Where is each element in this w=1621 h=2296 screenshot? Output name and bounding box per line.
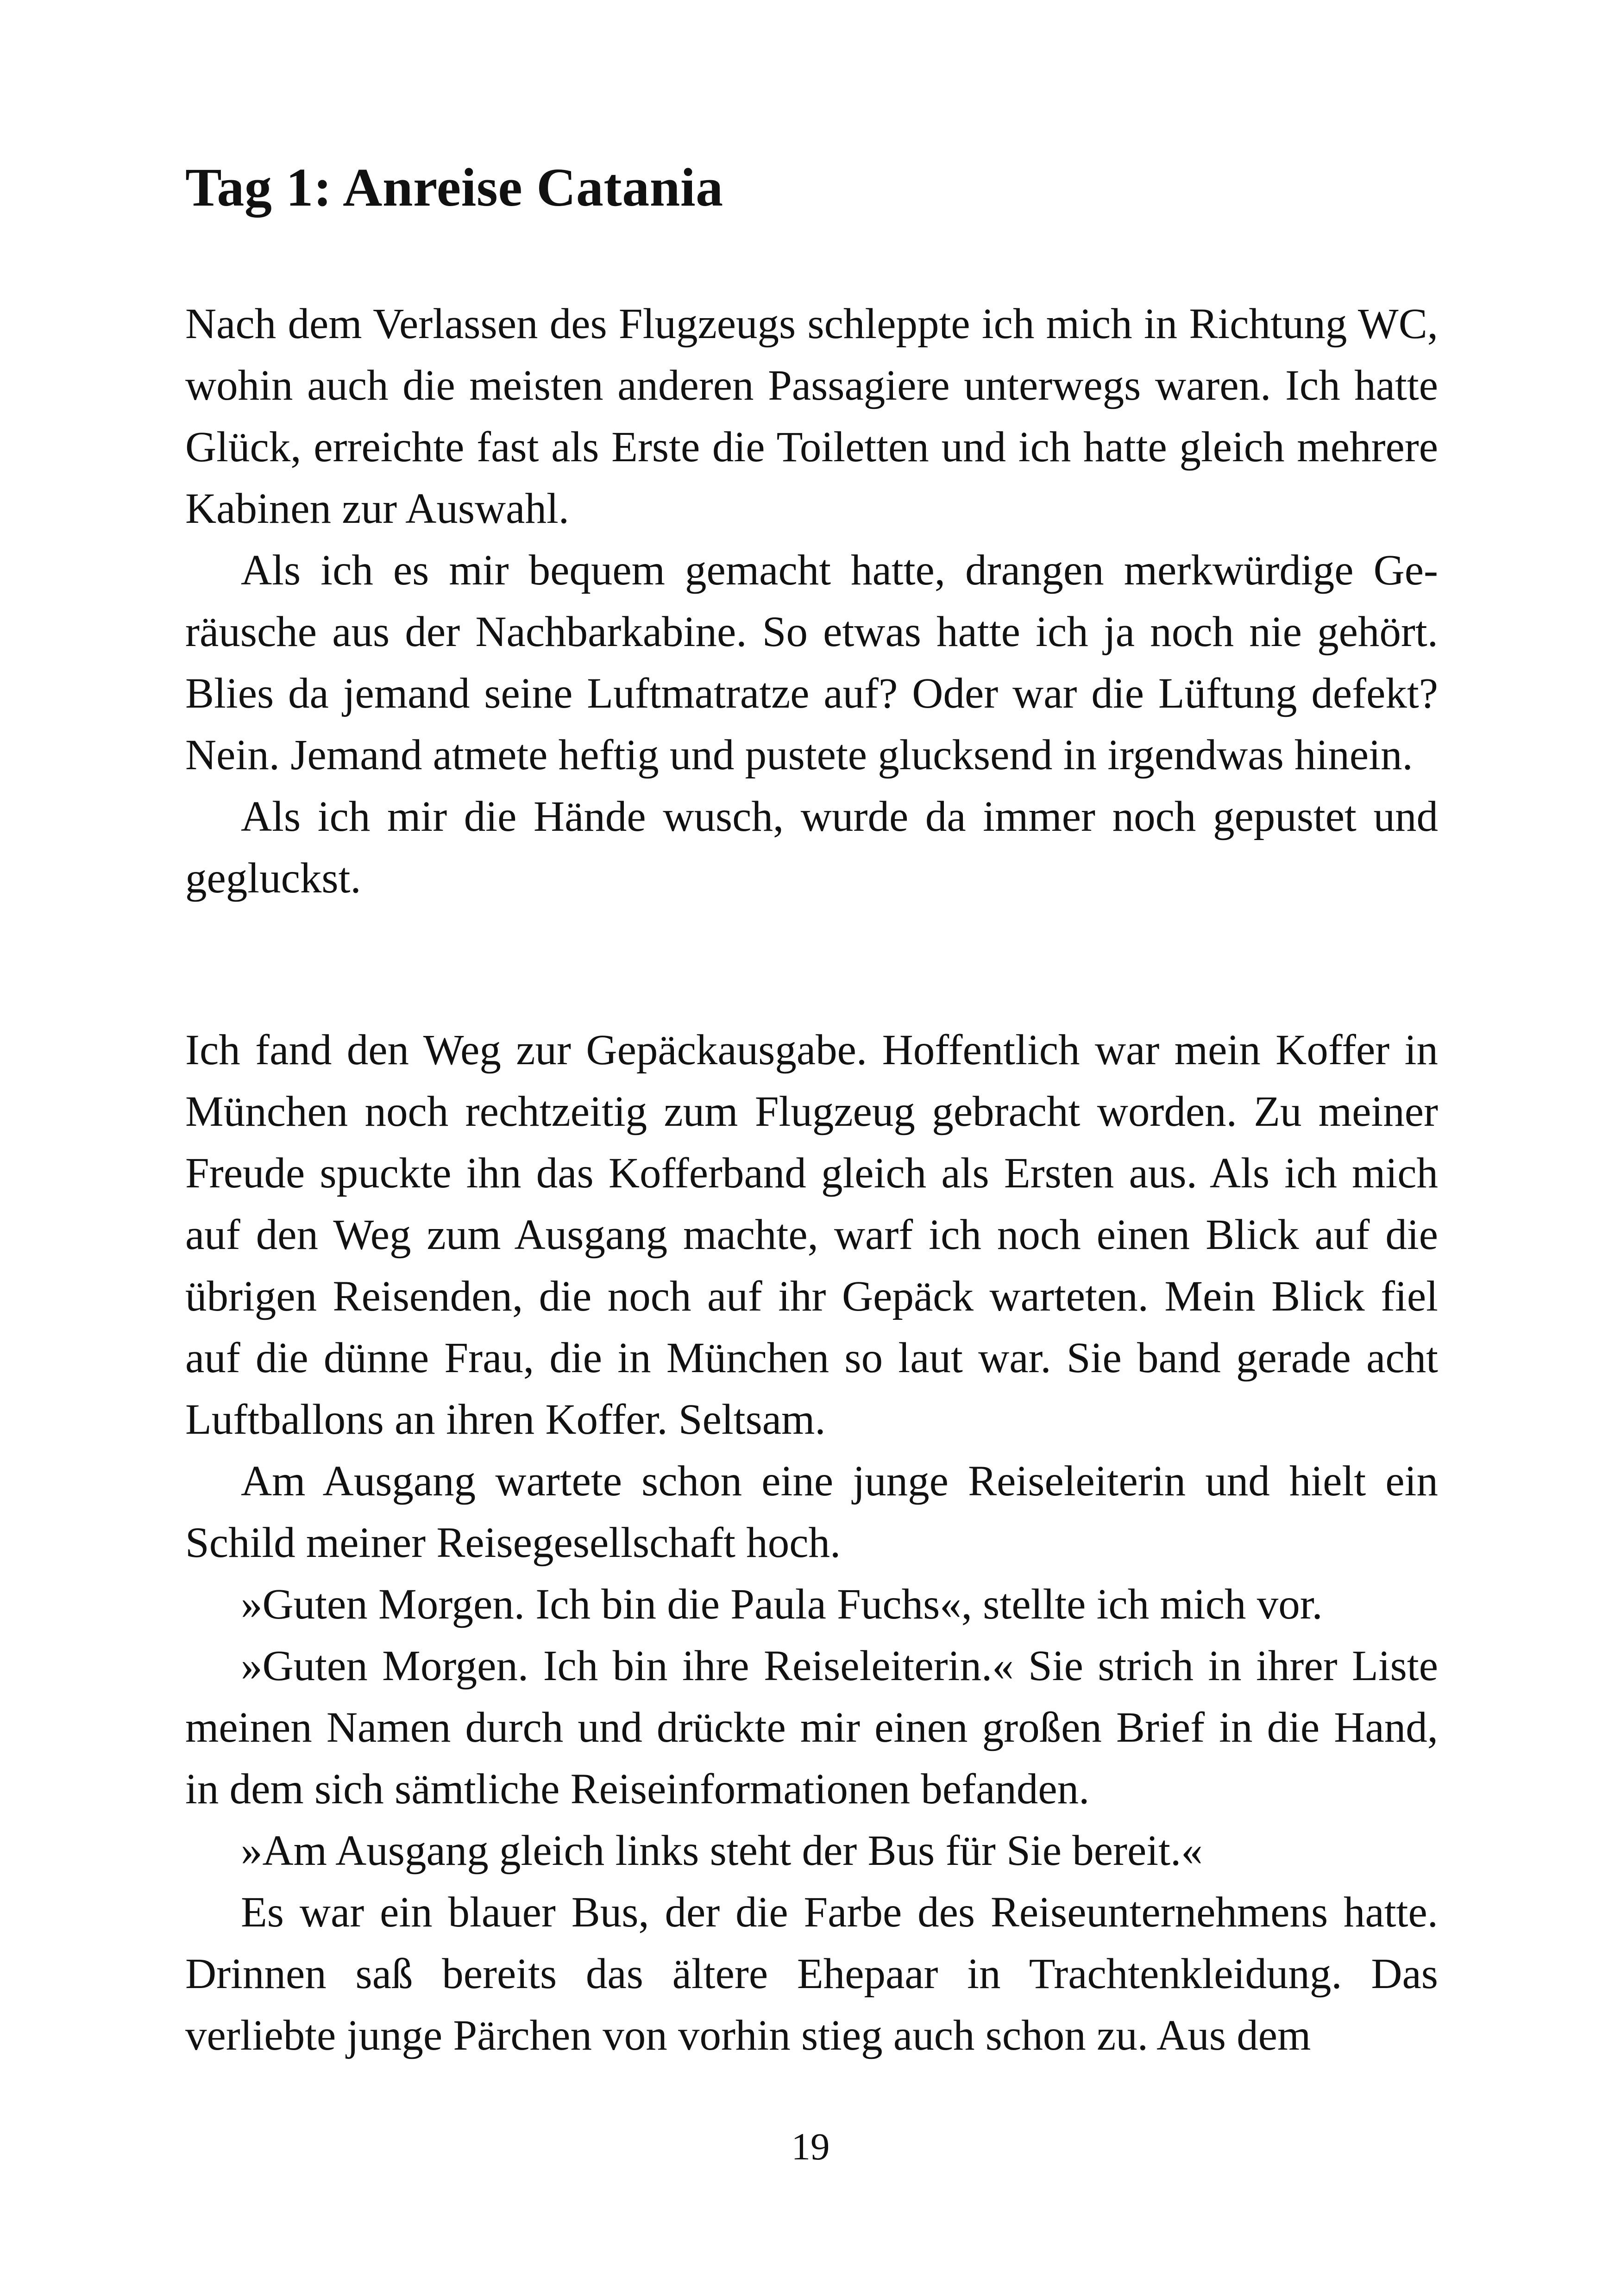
chapter-title: Tag 1: Anreise Catania (185, 157, 723, 218)
dialogue-paragraph: »Guten Morgen. Ich bin die Paula Fuchs«, stellte ich mich vor. (241, 1581, 1323, 1628)
paragraph: Als ich mir die Hände wusch, wurde da immer noch gepustet und gegluckst. (185, 793, 1438, 902)
dialogue-paragraph: »Guten Morgen. Ich bin ihre Reiseleiterin.« Sie strich in ihrer Liste meinen Namen durch und drückte mir einen großen Brief in die Hand, in dem sich sämtliche Reiseinformationen befanden. (185, 1642, 1438, 1813)
paragraph: Am Ausgang wartete schon eine junge Reiseleiterin und hielt ein Schild meiner Reisegesellschaft hoch. (185, 1457, 1438, 1567)
paragraph: Als ich es mir bequem gemacht hatte, drangen merkwürdige Geräusche aus der Nachbarkabine. So etwas hatte ich ja noch nie gehört. Blies da jemand seine Luftmatratze auf? Oder war die Lüftung defekt? Nein. Jemand atmete heftig und pustete glucksend in irgendwas hinein. (185, 546, 1438, 779)
paragraph: Nach dem Verlassen des Flugzeugs schleppte ich mich in Richtung WC, wohin auch die meisten anderen Passagiere unterwegs waren. Ich hatte Glück, erreichte fast als Erste die Toiletten und ich hatte gleich mehrere Kabinen zur Auswahl. (185, 300, 1438, 533)
paragraph: Ich fand den Weg zur Gepäckausgabe. Hoffentlich war mein Koffer in München noch rechtzeitig zum Flugzeug gebracht worden. Zu meiner Freude spuckte ihn das Kofferband gleich als Ersten aus. Als ich mich auf den Weg zum Ausgang machte, warf ich noch einen Blick auf die übrigen Reisenden, die noch auf ihr Gepäck warteten. Mein Blick fiel auf die dünne Frau, die in München so laut war. Sie band gerade acht Luftballons an ihren Koffer. Seltsam. (185, 1026, 1438, 1443)
section-1 (185, 293, 1438, 909)
paragraph: Es war ein blauer Bus, der die Farbe des Reiseunternehmens hatte. Drinnen saß bereits das ältere Ehepaar in Trachtenkleidung. Das verliebte junge Pärchen von vorhin stieg auch schon zu. Aus dem (185, 1888, 1438, 2059)
page-number: 19 (791, 2125, 830, 2168)
dialogue-paragraph: »Am Ausgang gleich links steht der Bus für Sie bereit.« (241, 1827, 1203, 1875)
section-2 (185, 1019, 1438, 2066)
